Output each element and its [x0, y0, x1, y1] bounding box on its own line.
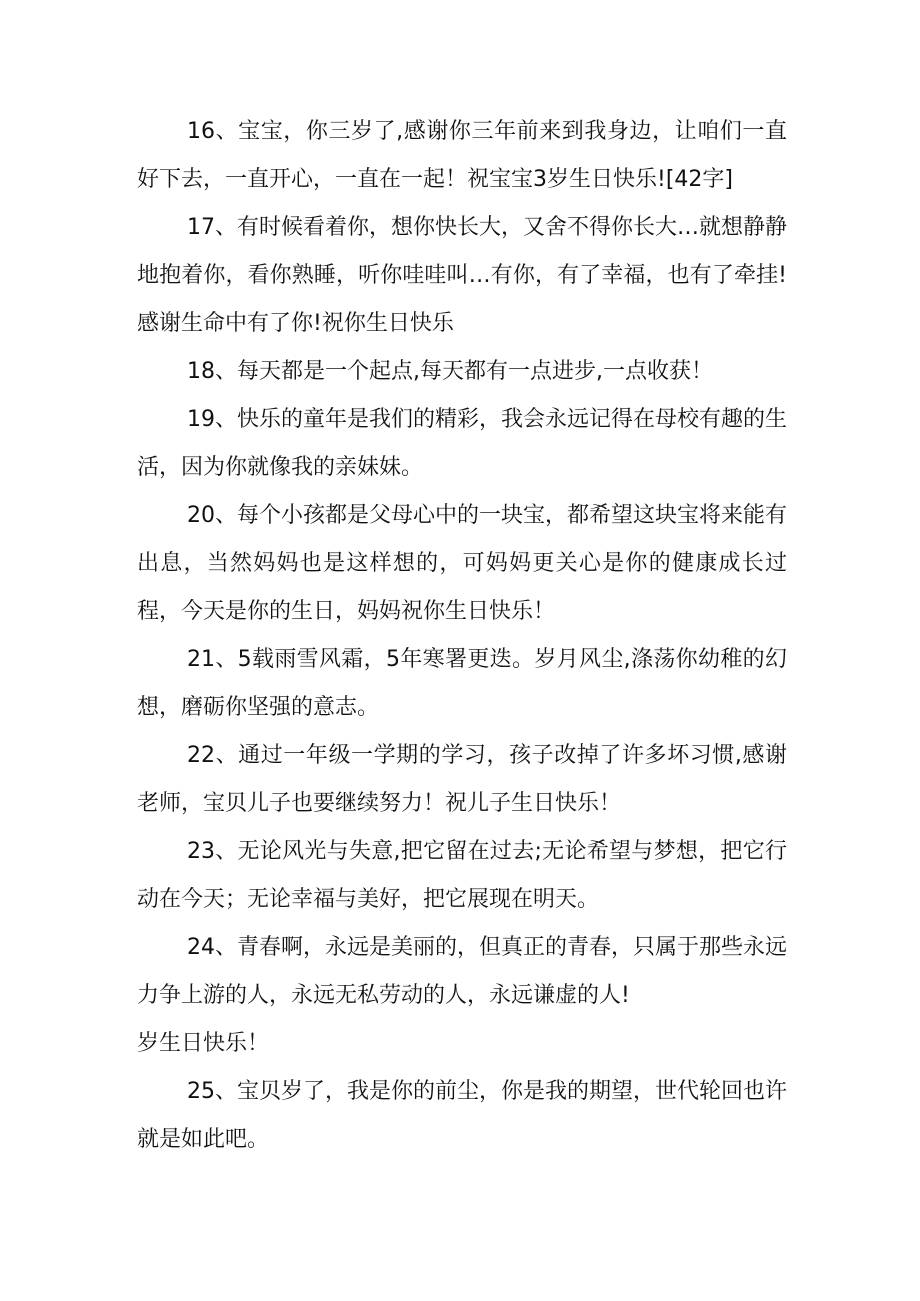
- paragraph-25: 25、宝贝岁了，我是你的前尘，你是我的期望，世代轮回也许就是如此吧。: [137, 1079, 787, 1152]
- paragraph-18: 18、每天都是一个起点,每天都有一点进步,一点收获！: [187, 359, 713, 384]
- paragraph-21: 21、5载雨雪风霜，5年寒署更迭。岁月风尘,涤荡你幼稚的幻想，磨砺你坚强的意志。: [137, 647, 787, 720]
- paragraph-22: 22、通过一年级一学期的学习，孩子改掉了许多坏习惯,感谢老师，宝贝儿子也要继续努力！祝儿子生日快乐！: [137, 743, 787, 816]
- paragraph-23: 23、无论风光与失意,把它留在过去;无论希望与梦想，把它行动在今天；无论幸福与美好，把它展现在明天。: [137, 839, 787, 912]
- paragraph-19: 19、快乐的童年是我们的精彩，我会永远记得在母校有趣的生活，因为你就像我的亲妹妹。: [137, 407, 787, 480]
- paragraph-20: 20、每个小孩都是父母心中的一块宝，都希望这块宝将来能有出息，当然妈妈也是这样想的，可妈妈更关心是你的健康成长过程，今天是你的生日，妈妈祝你生日快乐！: [137, 503, 787, 624]
- paragraph-16: 16、宝宝，你三岁了,感谢你三年前来到我身边，让咱们一直好下去，一直开心，一直在一起！祝宝宝3岁生日快乐![42字]: [137, 119, 787, 192]
- paragraph-24: 24、青春啊，永远是美丽的，但真正的青春，只属于那些永远力争上游的人，永远无私劳动的人，永远谦虚的人!: [137, 935, 787, 1008]
- document-body: [137, 108, 787, 1164]
- paragraph-fragment: 岁生日快乐！: [137, 1031, 270, 1056]
- paragraph-17: 17、有时候看着你，想你快长大，又舍不得你长大…就想静静地抱着你，看你熟睡，听你哇哇叫…有你，有了幸福，也有了牵挂!感谢生命中有了你!祝你生日快乐: [137, 215, 787, 336]
